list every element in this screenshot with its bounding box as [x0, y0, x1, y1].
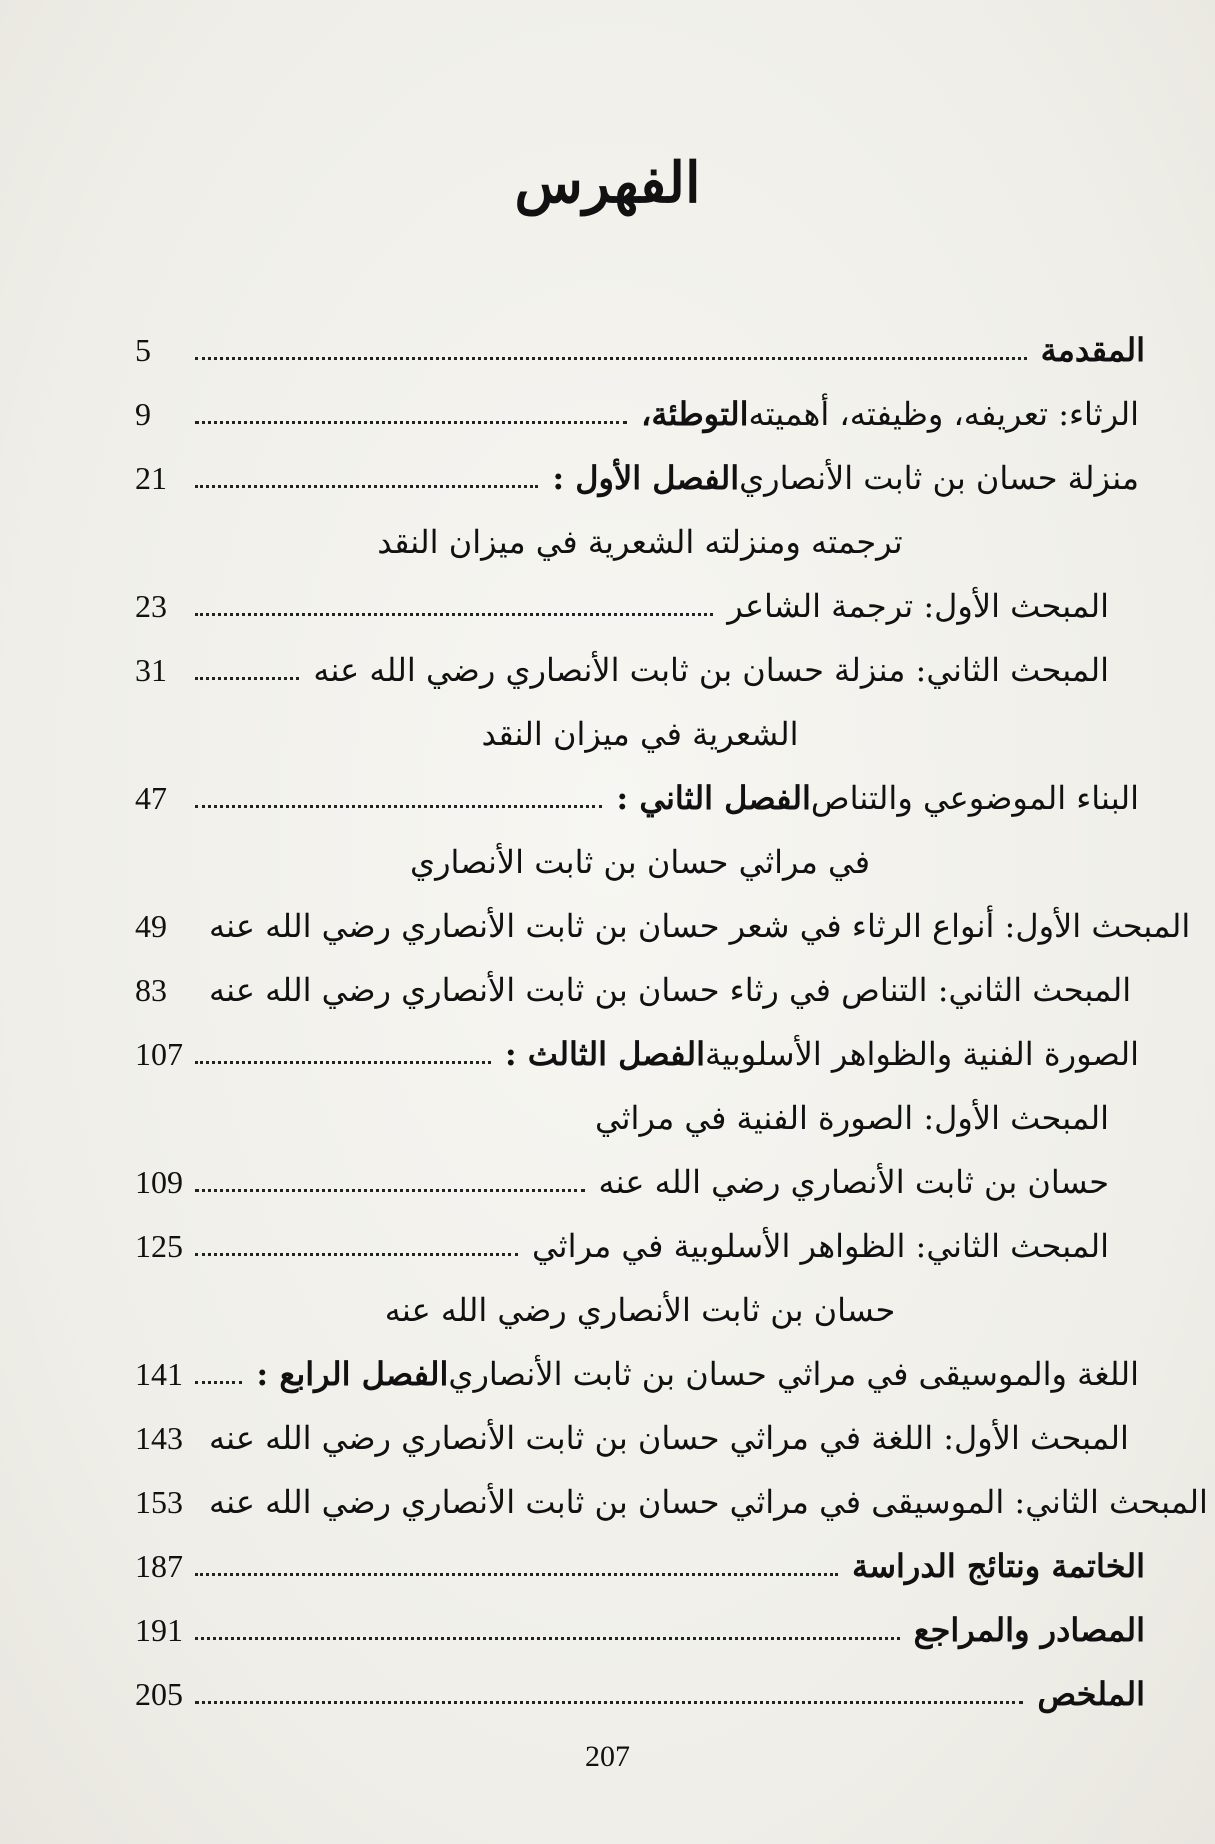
toc-continuation-text: ترجمته ومنزلته الشعرية في ميزان النقد [377, 523, 903, 561]
toc-chapter-title [1037, 1675, 1145, 1713]
leader-dots [195, 1572, 838, 1576]
toc-subsection-title [209, 971, 1137, 1009]
toc-row[interactable] [135, 766, 1145, 830]
toc-heading: المصادر والمراجع [913, 1611, 1145, 1649]
leader-dots [195, 484, 538, 488]
toc-row[interactable] [135, 638, 1145, 702]
toc-subsection-title [531, 1227, 1115, 1265]
toc-page-number: 83 [135, 972, 167, 1008]
toc-subsection-title [209, 1483, 1214, 1521]
toc-page-number: 5 [135, 332, 151, 368]
toc-continuation-row [135, 830, 1145, 894]
leader-dots [195, 1060, 491, 1064]
toc-row[interactable] [135, 1086, 1145, 1150]
toc-row[interactable] [135, 958, 1145, 1022]
toc-row[interactable] [135, 1022, 1145, 1086]
toc-row[interactable] [135, 574, 1145, 638]
toc-chapter-title [1040, 331, 1145, 369]
page-title: الفهرس [514, 150, 701, 216]
leader-dots [195, 804, 602, 808]
toc-title-text: المبحث الأول: أنواع الرثاء في شعر حسان بن ثابت الأنصاري رضي الله عنه [209, 907, 1191, 945]
toc-row[interactable] [135, 1534, 1145, 1598]
toc-subsection-title [209, 1419, 1135, 1457]
toc-row[interactable] [135, 1662, 1145, 1726]
toc-page-number: 143 [135, 1420, 183, 1456]
toc-page-number: 47 [135, 780, 167, 816]
toc-heading: الملخص [1037, 1675, 1145, 1713]
toc-heading: الخاتمة ونتائج الدراسة [852, 1547, 1145, 1585]
toc-title-text: حسان بن ثابت الأنصاري رضي الله عنه [598, 1163, 1109, 1201]
leader-dots [195, 1380, 242, 1384]
toc-title-text: الرثاء: تعريفه، وظيفته، أهميته [748, 395, 1139, 433]
toc-title-text: المبحث الثاني: الظواهر الأسلوبية في مراثي [531, 1227, 1109, 1265]
toc-chapter-title [641, 395, 1145, 433]
toc-row[interactable] [135, 382, 1145, 446]
toc-page-number: 21 [135, 460, 167, 496]
leader-dots [195, 1188, 585, 1192]
toc-title-text: المبحث الأول: ترجمة الشاعر [727, 587, 1109, 625]
toc-heading: الفصل الأول : [552, 459, 740, 497]
toc-continuation-text: حسان بن ثابت الأنصاري رضي الله عنه [384, 1291, 896, 1329]
toc-title-text: البناء الموضوعي والتناص [810, 779, 1139, 817]
page-number: 207 [585, 1740, 630, 1773]
toc-page-number: 9 [135, 396, 151, 432]
toc-row[interactable] [135, 446, 1145, 510]
leader-dots [195, 420, 627, 424]
toc-subsection-title [598, 1163, 1116, 1201]
toc-page-number: 205 [135, 1676, 183, 1712]
toc-subsection-title [313, 651, 1115, 689]
toc-heading: التوطئة، [641, 395, 749, 433]
leader-dots [195, 1636, 900, 1640]
toc-title-text: الصورة الفنية والظواهر الأسلوبية [704, 1035, 1139, 1073]
toc-chapter-title [552, 459, 1145, 497]
toc-heading: المقدمة [1040, 331, 1145, 369]
toc-title-text: المبحث الثاني: الموسيقى في مراثي حسان بن ثابت الأنصاري رضي الله عنه [209, 1483, 1208, 1521]
toc-title-text: المبحث الثاني: منزلة حسان بن ثابت الأنصاري رضي الله عنه [313, 651, 1109, 689]
toc-chapter-title [852, 1547, 1145, 1585]
toc-chapter-title [256, 1355, 1145, 1393]
toc-subsection-title [594, 1099, 1115, 1137]
toc-chapter-title [616, 779, 1145, 817]
toc-page-number: 109 [135, 1164, 183, 1200]
toc-continuation-row [135, 510, 1145, 574]
leader-dots [195, 356, 1027, 360]
toc-title-text: المبحث الأول: الصورة الفنية في مراثي [594, 1099, 1109, 1137]
toc-title-text: المبحث الثاني: التناص في رثاء حسان بن ثابت الأنصاري رضي الله عنه [209, 971, 1132, 1009]
toc-page-number: 191 [135, 1612, 183, 1648]
toc-subsection-title [727, 587, 1115, 625]
toc-heading: الفصل الرابع : [256, 1355, 449, 1393]
toc-chapter-title [913, 1611, 1145, 1649]
toc-title-text: منزلة حسان بن ثابت الأنصاري [739, 459, 1139, 497]
table-of-contents [135, 318, 1208, 1726]
toc-page-number: 187 [135, 1548, 183, 1584]
leader-dots [195, 612, 713, 616]
toc-subsection-title [209, 907, 1196, 945]
toc-title-text: المبحث الأول: اللغة في مراثي حسان بن ثابت الأنصاري رضي الله عنه [209, 1419, 1129, 1457]
toc-row[interactable] [135, 1406, 1145, 1470]
toc-row[interactable] [135, 318, 1145, 382]
toc-heading: الفصل الثالث : [504, 1035, 705, 1073]
toc-row[interactable] [135, 1470, 1208, 1534]
toc-continuation-text: الشعرية في ميزان النقد [481, 715, 799, 753]
toc-continuation-row [135, 702, 1145, 766]
toc-page-number: 31 [135, 652, 167, 688]
toc-row[interactable] [135, 1150, 1145, 1214]
toc-page-number: 23 [135, 588, 167, 624]
toc-page-number: 49 [135, 908, 167, 944]
toc-title-text: اللغة والموسيقى في مراثي حسان بن ثابت الأنصاري [448, 1355, 1139, 1393]
toc-row[interactable] [135, 894, 1191, 958]
toc-continuation-text: في مراثي حسان بن ثابت الأنصاري [410, 843, 870, 881]
toc-row[interactable] [135, 1214, 1145, 1278]
toc-chapter-title [504, 1035, 1145, 1073]
toc-page-number: 153 [135, 1484, 183, 1520]
leader-dots [195, 1252, 518, 1256]
toc-page-number: 107 [135, 1036, 183, 1072]
toc-row[interactable] [135, 1598, 1145, 1662]
toc-continuation-row [135, 1278, 1145, 1342]
toc-row[interactable] [135, 1342, 1145, 1406]
leader-dots [195, 676, 299, 680]
toc-page-number: 141 [135, 1356, 183, 1392]
leader-dots [195, 1700, 1023, 1704]
toc-page-number: 125 [135, 1228, 183, 1264]
toc-heading: الفصل الثاني : [616, 779, 811, 817]
